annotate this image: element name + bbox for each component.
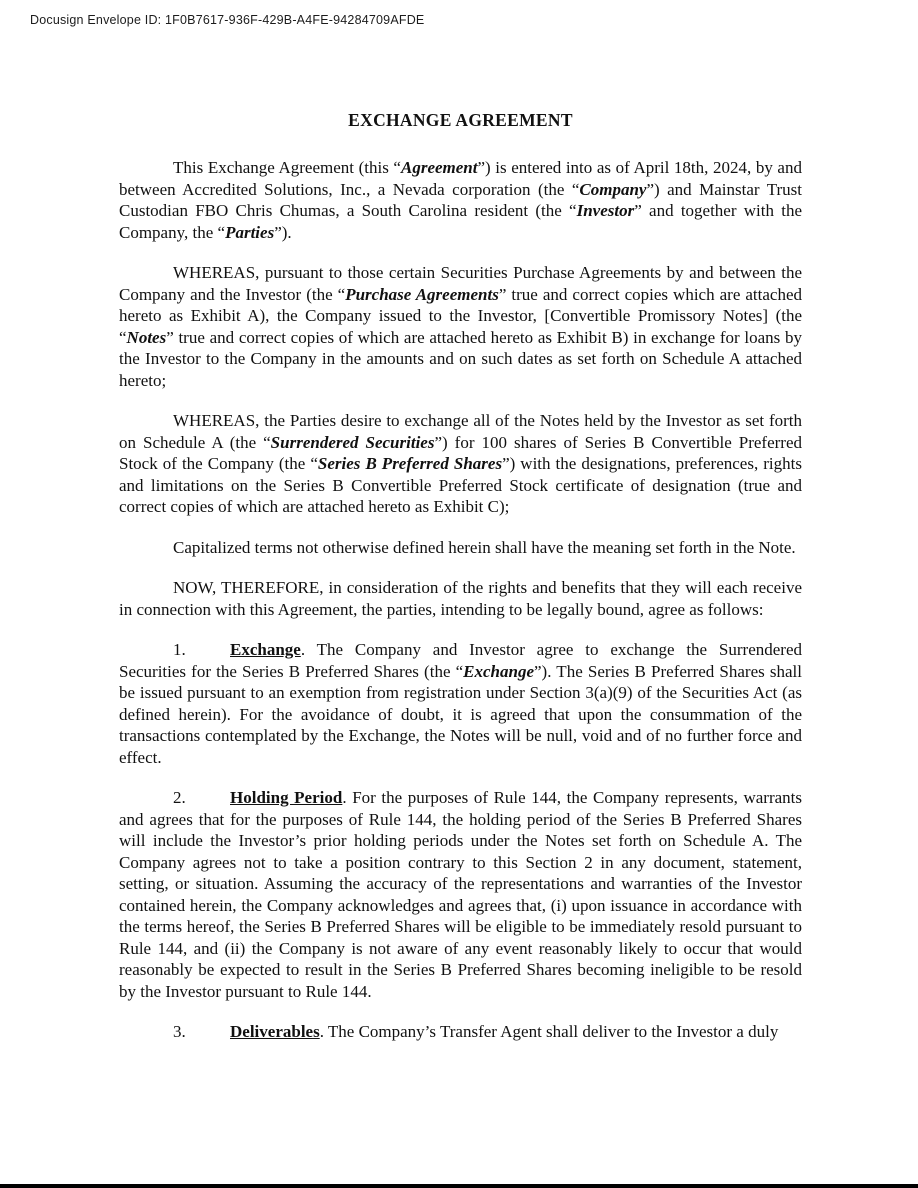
document-paragraph-whereas-1: WHEREAS, pursuant to those certain Securities Purchase Agreements by and between the Company and the Investor (the “Purchase Agreements” true and correct copies which are attached hereto as Exhibit A), the Company issued to the Investor, [Convertible Promissory Notes] (the “Notes” true and correct copies of which are attached hereto as Exhibit B) in exchange for loans by the Investor to the Company in the amounts and on such dates as set forth on Schedule A attached hereto; [119, 263, 803, 390]
document-paragraph-intro: This Exchange Agreement (this “Agreement”) is entered into as of April 18th, 2024, by and between Accredited Solutions, Inc., a Nevada corporation (the “Company”) and Mainstar Trust Custodian FBO Chris Chumas, a South Carolina resident (the “Investor” and together with the Company, the “Parties”). [119, 158, 803, 242]
document-paragraph-capitalized-terms: Capitalized terms not otherwise defined herein shall have the meaning set forth in the Note. [173, 537, 796, 557]
docusign-envelope-id: Docusign Envelope ID: 1F0B7617-936F-429B-A4FE-94284709AFDE [30, 13, 425, 27]
document-paragraph-whereas-2: WHEREAS, the Parties desire to exchange all of the Notes held by the Investor as set forth on Schedule A (the “Surrendered Securities”) for 100 shares of Series B Convertible Preferred Stock of the Company (the “Series B Preferred Shares”) with the designations, preferences, rights and limitations on the Series B Convertible Preferred Stock certificate of designation (true and correct copies of which are attached hereto as Exhibit C); [119, 411, 802, 516]
document-paragraph-section-1-exchange: 1. Exchange. The Company and Investor agree to exchange the Surrendered Securities for the Series B Preferred Shares (the “Exchange”). The Series B Preferred Shares shall be issued pursuant to an exemption from registration under Section 3(a)(9) of the Securities Act (as defined herein). For the avoidance of doubt, it is agreed that upon the consummation of the transactions contemplated by the Exchange, the Notes will be null, void and of no further force and effect. [119, 640, 802, 767]
document-paragraph-section-3-deliverables: 3. Deliverables. The Company’s Transfer Agent shall deliver to the Investor a duly [173, 1022, 779, 1041]
document-paragraph-section-2-holding-period: 2. Holding Period. For the purposes of Rule 144, the Company represents, warrants and agrees that for the purposes of Rule 144, the holding period of the Series B Preferred Shares will include the Investor’s prior holding periods under the Notes set forth on Schedule A. The Company agrees not to take a position contrary to this Section 2 in any document, statement, setting, or situation. Assuming the accuracy of the representations and warranties of the Investor contained herein, the Company acknowledges and agrees that, (i) upon issuance in accordance with the terms hereof, the Series B Preferred Shares will be eligible to be immediately resold pursuant to Rule 144, and (ii) the Company is not aware of any event reasonably likely to occur that would reasonably be expected to result in the Series B Preferred Shares becoming ineligible to be resold by the Investor pursuant to Rule 144. [119, 788, 802, 1001]
document-title: EXCHANGE AGREEMENT [348, 110, 573, 130]
page-bottom-edge [0, 1184, 918, 1188]
document-paragraph-now-therefore: NOW, THEREFORE, in consideration of the rights and benefits that they will each receive in connection with this Agreement, the parties, intending to be legally bound, agree as follows: [119, 578, 802, 619]
document-body [119, 110, 802, 1062]
